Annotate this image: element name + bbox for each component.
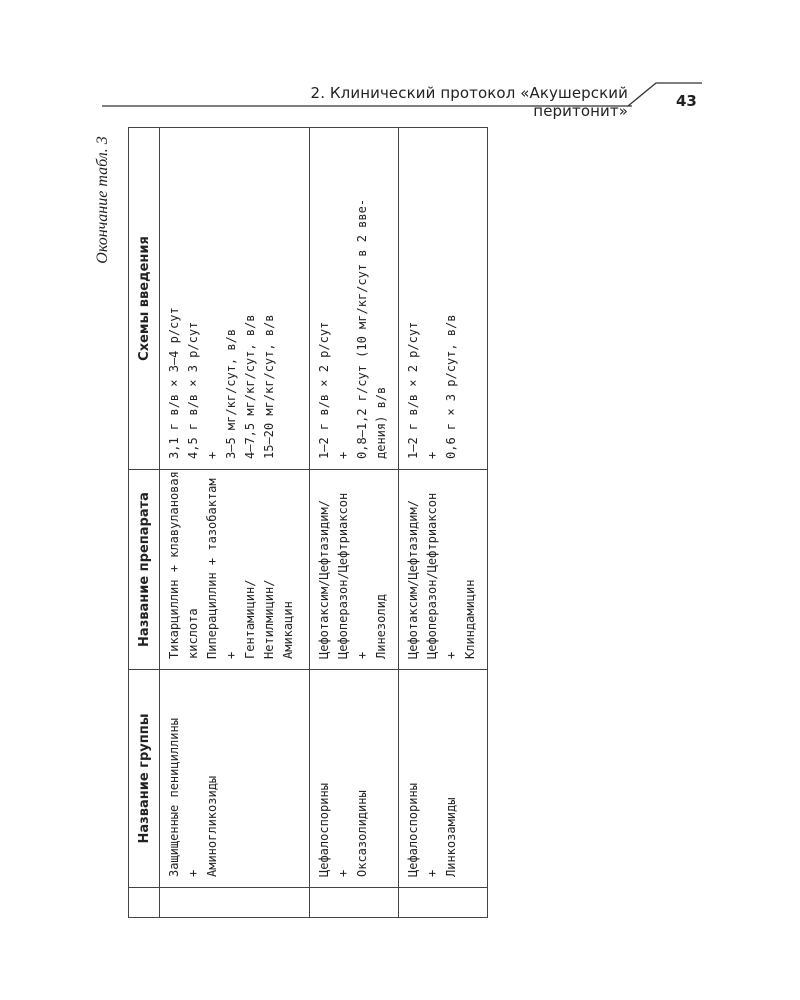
drug-line: Тикарциллин + клавулановая bbox=[167, 471, 181, 659]
page-number: 43 bbox=[676, 92, 697, 110]
drug-line: Гентамицин/ bbox=[243, 579, 257, 659]
group-line: + bbox=[186, 869, 200, 877]
group-line: + bbox=[336, 869, 351, 877]
header-blank bbox=[129, 888, 160, 918]
scheme-line: 15–20 мг/кг/сут, в/в bbox=[262, 314, 276, 459]
header-scheme: Схемы введения bbox=[129, 128, 160, 470]
drug-line: Цефотаксим/Цефтазидим/ bbox=[406, 500, 421, 659]
group-line: Защищенные пенициллины bbox=[167, 718, 181, 877]
drug-line: Амикацин bbox=[281, 601, 295, 659]
scheme-line: 3,1 г в/в × 3–4 р/сут bbox=[167, 307, 181, 459]
group-cell bbox=[399, 670, 488, 888]
drug-line: Цефоперазон/Цефтриаксон bbox=[336, 492, 351, 659]
scheme-line: 3–5 мг/кг/сут, в/в bbox=[224, 328, 238, 459]
drug-line: Пиперациллин + тазобактам bbox=[205, 478, 219, 659]
scheme-line: 4–7,5 мг/кг/сут, в/в bbox=[243, 314, 257, 459]
group-line: + bbox=[425, 869, 440, 877]
row-blank-cell bbox=[310, 888, 399, 918]
drug-line: Клиндамицин bbox=[463, 579, 478, 659]
table-row bbox=[399, 128, 488, 918]
table-container bbox=[128, 128, 488, 918]
drug-line: + bbox=[444, 651, 459, 659]
row-blank-cell bbox=[399, 888, 488, 918]
table-header-row bbox=[129, 128, 160, 918]
drug-line: Нетилмицин/ bbox=[262, 579, 276, 659]
scheme-line: 0,6 г × 3 р/сут, в/в bbox=[444, 314, 459, 459]
running-title: 2. Клинический протокол «Акушерский перитонит» bbox=[310, 84, 628, 120]
group-line: Цефалоспорины bbox=[406, 783, 421, 877]
header-group: Название группы bbox=[129, 670, 160, 888]
scheme-line: 1–2 г в/в × 2 р/сут bbox=[406, 321, 421, 459]
scheme-line: дения) в/в bbox=[374, 386, 389, 459]
scheme-line: + bbox=[205, 451, 219, 459]
scheme-line: + bbox=[336, 451, 351, 459]
scheme-line: 4,5 г в/в × 3 р/сут bbox=[186, 321, 200, 459]
group-cell bbox=[310, 670, 399, 888]
running-head bbox=[0, 0, 800, 120]
scheme-line: 1–2 г в/в × 2 р/сут bbox=[317, 321, 332, 459]
drug-line: кислота bbox=[186, 608, 200, 659]
antibiotic-table bbox=[128, 127, 488, 918]
header-drug: Название препарата bbox=[129, 470, 160, 670]
drug-line: Линезолид bbox=[374, 593, 389, 659]
scheme-cell bbox=[160, 128, 310, 470]
drug-line: + bbox=[224, 651, 238, 659]
scheme-line: + bbox=[425, 451, 440, 459]
table-caption: Окончание табл. 3 bbox=[94, 136, 111, 264]
drug-cell bbox=[399, 470, 488, 670]
group-line: Линкозамиды bbox=[444, 797, 459, 877]
drug-cell bbox=[310, 470, 399, 670]
scheme-cell bbox=[310, 128, 399, 470]
drug-line: + bbox=[355, 651, 370, 659]
table-row bbox=[160, 128, 310, 918]
row-blank-cell bbox=[160, 888, 310, 918]
drug-line: Цефоперазон/Цефтриаксон bbox=[425, 492, 440, 659]
group-line: Аминогликозиды bbox=[205, 775, 219, 877]
drug-cell bbox=[160, 470, 310, 670]
group-line: Цефалоспорины bbox=[317, 783, 332, 877]
table-caption-box bbox=[91, 135, 115, 265]
scheme-cell bbox=[399, 128, 488, 470]
drug-line: Цефотаксим/Цефтазидим/ bbox=[317, 500, 332, 659]
group-line: Оксазолидины bbox=[355, 790, 370, 877]
table-row bbox=[310, 128, 399, 918]
scheme-line: 0,8–1,2 г/сут (10 мг/кг/сут в 2 вве- bbox=[355, 198, 370, 459]
group-cell bbox=[160, 670, 310, 888]
